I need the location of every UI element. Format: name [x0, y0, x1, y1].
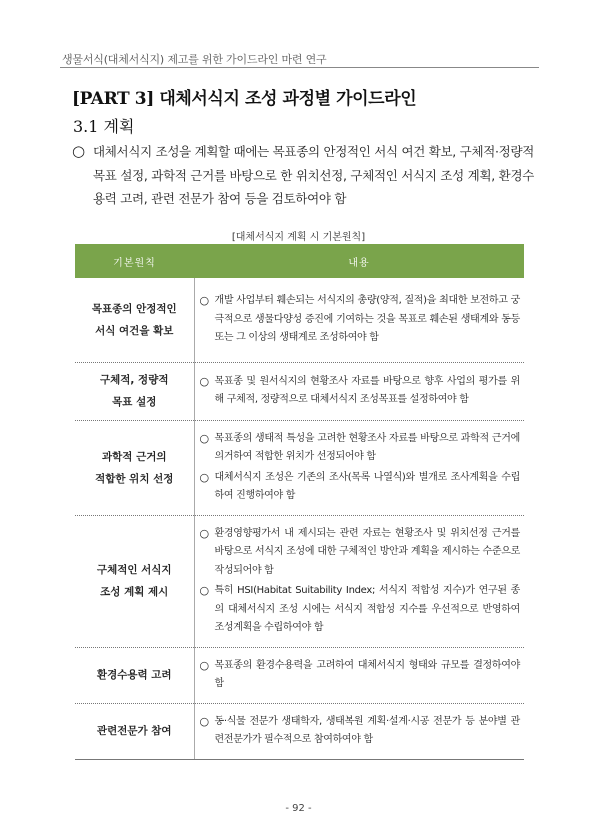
content-text: 개발 사업부터 훼손되는 서식지의 총량(양적, 질적)을 최대한 보전하고 궁극적으로 생물다양성 증진에 기여하는 것을 목표로 훼손된 생태계와 동등 또는 그 이상의 생태계로 조성하여야 함: [214, 295, 520, 343]
table-caption: [대체서식지 계획 시 기본원칙]: [231, 232, 366, 243]
content-text: 특히 HSI(Habitat Suitability Index; 서식지 적합성 지수)가 연구된 종의 대체서식지 조성 시에는 서식지 적합성 지수를 우선적으로 반영하여 조성계획을 수립하여야 함: [214, 585, 520, 633]
content-item: [199, 373, 521, 410]
principle-line: 관련전문가 참여: [96, 725, 172, 737]
circle-bullet-icon: ○: [199, 470, 209, 484]
header-content: 내용: [194, 244, 524, 278]
principle-line: 목표종의 안정적인: [91, 302, 177, 315]
content-item: [199, 657, 521, 694]
principle-cell: [75, 278, 194, 362]
principle-line: 조성 계획 제시: [100, 586, 169, 598]
principle-cell: [75, 515, 194, 647]
content-item: [199, 292, 521, 348]
content-cell: [194, 647, 524, 703]
principle-line: 목표 설정: [112, 396, 157, 408]
principle-line: 적합한 위치 선정: [95, 472, 174, 485]
circle-bullet-icon: ○: [199, 714, 209, 728]
table-header-row: [75, 244, 524, 278]
content-text: 목표종 및 원서식지의 현황조사 자료를 바탕으로 향후 사업의 평가를 위해 구체적, 정량적으로 대체서식지 조성목표를 설정하여야 함: [214, 375, 520, 405]
table-row: [75, 420, 524, 515]
circle-bullet-icon: ○: [199, 526, 209, 540]
content-cell: [194, 420, 524, 515]
table-row: [75, 647, 524, 703]
circle-bullet-icon: ○: [72, 142, 86, 160]
content-cell: [194, 278, 524, 362]
table-row: [75, 278, 524, 362]
content-cell: [194, 515, 524, 647]
circle-bullet-icon: ○: [199, 584, 209, 597]
principle-line: 구체적, 정량적: [99, 374, 169, 386]
content-item: [199, 713, 521, 750]
header-principle: 기본원칙: [75, 244, 194, 278]
section-title: 3.1 계획: [73, 117, 135, 136]
principle-cell: [75, 703, 194, 759]
principle-cell: [75, 362, 194, 420]
part-title: [PART 3] 대체서식지 조성 과정별 가이드라인: [72, 89, 417, 109]
guideline-table: [75, 244, 524, 760]
table-row: [75, 362, 524, 420]
content-text: 목표종의 생태적 특성을 고려한 현황조사 자료를 바탕으로 과학적 근거에 의거하여 적합한 위치가 선정되어야 함: [214, 432, 520, 462]
principle-cell: [75, 647, 194, 703]
intro-paragraph: [72, 140, 534, 211]
circle-bullet-icon: ○: [199, 294, 209, 307]
table-body: [75, 278, 524, 759]
content-item: [199, 430, 521, 467]
principle-line: 과학적 근거의: [101, 450, 167, 463]
content-text: 목표종의 환경수용력을 고려하여 대체서식지 형태와 규모를 결정하여야 함: [214, 659, 520, 689]
page-number: - 92 -: [285, 803, 312, 814]
running-header: 생물서식(대체서식지) 제고를 위한 가이드라인 마련 연구: [62, 53, 327, 66]
content-item: [199, 525, 521, 581]
content-item: [199, 469, 521, 506]
header-divider: [60, 67, 539, 68]
circle-bullet-icon: ○: [199, 374, 209, 388]
content-cell: [194, 703, 524, 759]
principle-line: 환경수용력 고려: [96, 669, 172, 681]
principle-line: 서식 여건을 확보: [95, 324, 174, 337]
circle-bullet-icon: ○: [199, 431, 209, 445]
content-text: 대체서식지 조성은 기존의 조사(목록 나열식)와 별개로 조사계획을 수립하여 진행하여야 함: [214, 471, 520, 501]
content-text: 동·식물 전문가 생태학자, 생태복원 계획·설계·시공 전문가 등 분야별 관련전문가가 필수적으로 참여하여야 함: [214, 715, 520, 745]
table-row: [75, 515, 524, 647]
principle-line: 구체적인 서식지: [96, 564, 172, 576]
principle-cell: [75, 420, 194, 515]
content-text: 환경영향평가서 내 제시되는 관련 자료는 현황조사 및 위치선정 근거를 바탕으로 서식지 조성에 대한 구체적인 방안과 계획을 제시하는 수준으로 작성되어야 함: [214, 527, 520, 576]
intro-text: 대체서식지 조성을 계획할 때에는 목표종의 안정적인 서식 여건 확보, 구체적·정량적 목표 설정, 과학적 근거를 바탕으로 한 위치선정, 구체적인 서식지 조성 계획, 환경수용력 고려, 관련 전문가 참여 등을 검토하여야 함: [93, 144, 534, 206]
table-row: [75, 703, 524, 759]
content-item: [199, 582, 521, 638]
content-cell: [194, 362, 524, 420]
circle-bullet-icon: ○: [199, 658, 209, 672]
